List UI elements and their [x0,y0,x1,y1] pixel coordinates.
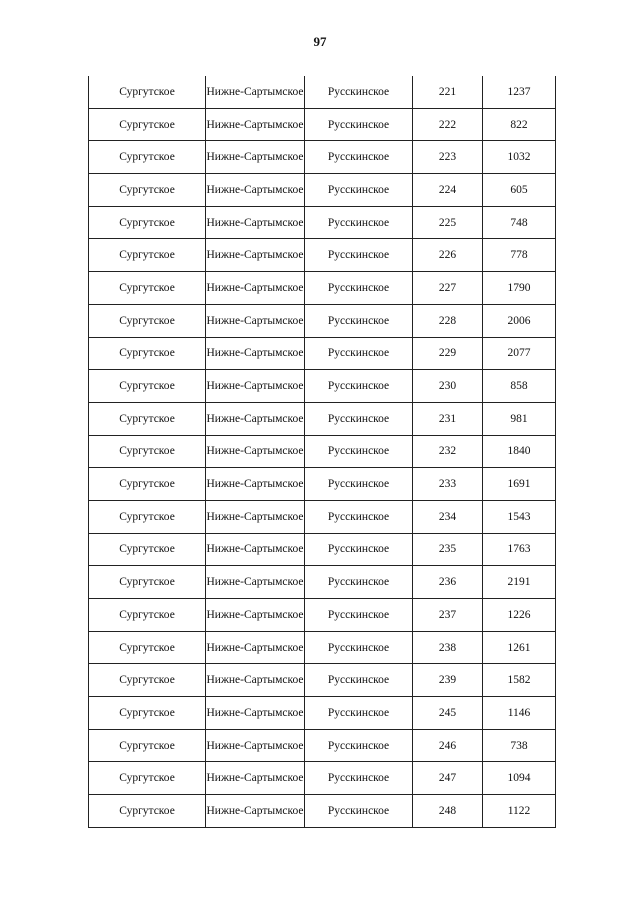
cell-value: 1582 [483,664,556,697]
cell-area: Нижне-Сартымское [206,500,305,533]
cell-deposit: Русскинское [305,566,413,599]
cell-num: 231 [413,402,483,435]
cell-deposit: Русскинское [305,500,413,533]
table-row [89,795,556,828]
cell-area: Нижне-Сартымское [206,108,305,141]
cell-value: 1226 [483,599,556,632]
table-row [89,599,556,632]
cell-field: Сургутское [89,566,206,599]
cell-num: 237 [413,599,483,632]
cell-field: Сургутское [89,337,206,370]
cell-deposit: Русскинское [305,174,413,207]
cell-field: Сургутское [89,697,206,730]
cell-field: Сургутское [89,435,206,468]
cell-num: 222 [413,108,483,141]
cell-value: 981 [483,402,556,435]
table-row [89,304,556,337]
cell-field: Сургутское [89,762,206,795]
cell-field: Сургутское [89,402,206,435]
cell-deposit: Русскинское [305,631,413,664]
cell-deposit: Русскинское [305,697,413,730]
cell-deposit: Русскинское [305,762,413,795]
table-row [89,631,556,664]
cell-num: 221 [413,76,483,108]
cell-field: Сургутское [89,141,206,174]
cell-field: Сургутское [89,729,206,762]
cell-num: 223 [413,141,483,174]
cell-num: 236 [413,566,483,599]
cell-area: Нижне-Сартымское [206,795,305,828]
table-body [89,76,556,827]
cell-deposit: Русскинское [305,795,413,828]
cell-deposit: Русскинское [305,239,413,272]
cell-area: Нижне-Сартымское [206,599,305,632]
table-row [89,729,556,762]
cell-value: 2006 [483,304,556,337]
cell-area: Нижне-Сартымское [206,697,305,730]
cell-num: 225 [413,206,483,239]
cell-field: Сургутское [89,631,206,664]
cell-area: Нижне-Сартымское [206,402,305,435]
table-row [89,500,556,533]
table-row [89,566,556,599]
cell-deposit: Русскинское [305,599,413,632]
cell-num: 227 [413,272,483,305]
cell-field: Сургутское [89,108,206,141]
data-table [88,76,556,828]
cell-area: Нижне-Сартымское [206,239,305,272]
table-row [89,272,556,305]
cell-deposit: Русскинское [305,729,413,762]
cell-value: 1237 [483,76,556,108]
cell-deposit: Русскинское [305,370,413,403]
cell-area: Нижне-Сартымское [206,174,305,207]
cell-value: 1543 [483,500,556,533]
cell-area: Нижне-Сартымское [206,206,305,239]
table-row [89,435,556,468]
cell-field: Сургутское [89,304,206,337]
cell-num: 245 [413,697,483,730]
cell-num: 246 [413,729,483,762]
cell-value: 822 [483,108,556,141]
cell-area: Нижне-Сартымское [206,370,305,403]
cell-area: Нижне-Сартымское [206,337,305,370]
cell-deposit: Русскинское [305,337,413,370]
table-row [89,664,556,697]
cell-num: 248 [413,795,483,828]
table-row [89,697,556,730]
cell-num: 230 [413,370,483,403]
cell-value: 1146 [483,697,556,730]
cell-deposit: Русскинское [305,533,413,566]
cell-value: 1094 [483,762,556,795]
cell-area: Нижне-Сартымское [206,141,305,174]
table-row [89,141,556,174]
cell-field: Сургутское [89,468,206,501]
cell-field: Сургутское [89,370,206,403]
cell-num: 224 [413,174,483,207]
cell-area: Нижне-Сартымское [206,631,305,664]
cell-field: Сургутское [89,599,206,632]
cell-value: 858 [483,370,556,403]
cell-num: 226 [413,239,483,272]
cell-area: Нижне-Сартымское [206,762,305,795]
cell-field: Сургутское [89,272,206,305]
cell-deposit: Русскинское [305,76,413,108]
cell-field: Сургутское [89,533,206,566]
cell-area: Нижне-Сартымское [206,566,305,599]
table-row [89,108,556,141]
cell-value: 1261 [483,631,556,664]
table-row [89,337,556,370]
table-row [89,533,556,566]
page-number: 97 [313,34,327,49]
cell-num: 235 [413,533,483,566]
table-row [89,239,556,272]
cell-field: Сургутское [89,500,206,533]
table-row [89,468,556,501]
cell-deposit: Русскинское [305,141,413,174]
cell-area: Нижне-Сартымское [206,304,305,337]
cell-area: Нижне-Сартымское [206,664,305,697]
table-row [89,206,556,239]
cell-value: 1122 [483,795,556,828]
cell-deposit: Русскинское [305,304,413,337]
cell-num: 239 [413,664,483,697]
cell-value: 1691 [483,468,556,501]
cell-area: Нижне-Сартымское [206,729,305,762]
cell-field: Сургутское [89,664,206,697]
cell-num: 238 [413,631,483,664]
cell-deposit: Русскинское [305,468,413,501]
cell-num: 228 [413,304,483,337]
cell-num: 232 [413,435,483,468]
cell-deposit: Русскинское [305,108,413,141]
cell-value: 1763 [483,533,556,566]
cell-area: Нижне-Сартымское [206,533,305,566]
cell-value: 2077 [483,337,556,370]
cell-value: 748 [483,206,556,239]
cell-value: 2191 [483,566,556,599]
cell-area: Нижне-Сартымское [206,272,305,305]
cell-area: Нижне-Сартымское [206,468,305,501]
cell-field: Сургутское [89,239,206,272]
cell-deposit: Русскинское [305,402,413,435]
cell-deposit: Русскинское [305,435,413,468]
cell-num: 229 [413,337,483,370]
cell-field: Сургутское [89,206,206,239]
table-row [89,174,556,207]
cell-num: 234 [413,500,483,533]
table-row [89,762,556,795]
cell-num: 233 [413,468,483,501]
cell-value: 778 [483,239,556,272]
table-row [89,402,556,435]
cell-value: 1032 [483,141,556,174]
cell-field: Сургутское [89,76,206,108]
cell-value: 605 [483,174,556,207]
cell-deposit: Русскинское [305,206,413,239]
cell-value: 1840 [483,435,556,468]
cell-area: Нижне-Сартымское [206,76,305,108]
cell-num: 247 [413,762,483,795]
cell-value: 1790 [483,272,556,305]
cell-area: Нижне-Сартымское [206,435,305,468]
cell-field: Сургутское [89,174,206,207]
table-row [89,76,556,108]
cell-field: Сургутское [89,795,206,828]
cell-deposit: Русскинское [305,664,413,697]
cell-value: 738 [483,729,556,762]
table-row [89,370,556,403]
cell-deposit: Русскинское [305,272,413,305]
